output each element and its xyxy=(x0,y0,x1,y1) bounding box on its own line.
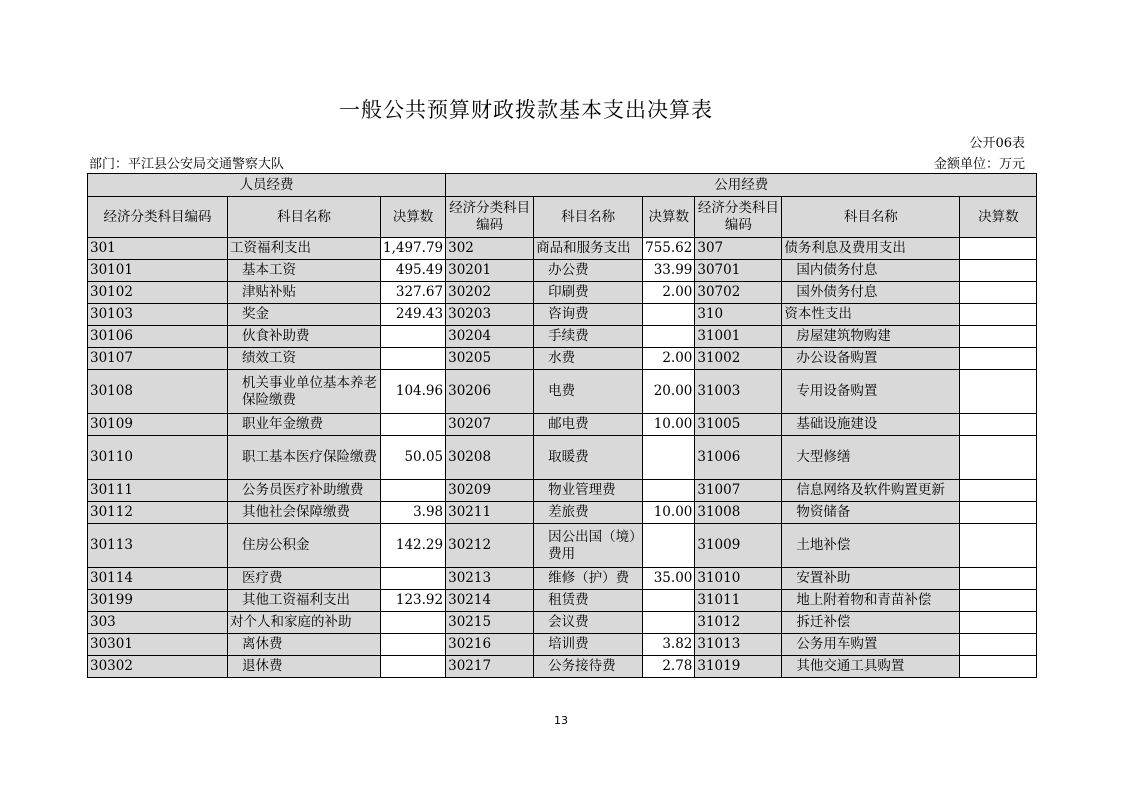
col-header-name: 科目名称 xyxy=(228,197,381,238)
table-row xyxy=(88,370,1037,414)
code-cell: 30114 xyxy=(88,568,228,590)
code-cell: 30113 xyxy=(88,524,228,568)
amount-cell xyxy=(381,612,446,634)
amount-cell xyxy=(960,326,1037,348)
amount-cell xyxy=(381,480,446,502)
code-cell: 31008 xyxy=(695,502,782,524)
amount-cell xyxy=(960,634,1037,656)
amount-cell xyxy=(960,260,1037,282)
amount-cell xyxy=(643,480,695,502)
table-row xyxy=(88,502,1037,524)
amount-cell: 10.00 xyxy=(643,502,695,524)
name-cell: 电费 xyxy=(534,370,643,414)
table-row xyxy=(88,480,1037,502)
name-cell: 机关事业单位基本养老保险缴费 xyxy=(228,370,381,414)
amount-cell: 123.92 xyxy=(381,590,446,612)
code-cell: 31002 xyxy=(695,348,782,370)
code-cell: 30212 xyxy=(446,524,534,568)
name-cell: 退休费 xyxy=(228,656,381,678)
name-cell: 土地补偿 xyxy=(782,524,960,568)
name-cell: 手续费 xyxy=(534,326,643,348)
amount-cell xyxy=(960,370,1037,414)
code-cell: 303 xyxy=(88,612,228,634)
col-header-code: 经济分类科目编码 xyxy=(695,197,782,238)
code-cell: 30203 xyxy=(446,304,534,326)
amount-cell xyxy=(960,568,1037,590)
amount-cell: 327.67 xyxy=(381,282,446,304)
amount-cell: 3.98 xyxy=(381,502,446,524)
department-label: 部门：平江县公安局交通警察大队 xyxy=(89,157,285,172)
expenditure-table xyxy=(87,173,1037,678)
table-row xyxy=(88,260,1037,282)
code-cell: 30702 xyxy=(695,282,782,304)
table-row xyxy=(88,612,1037,634)
name-cell: 其他工资福利支出 xyxy=(228,590,381,612)
code-cell: 31010 xyxy=(695,568,782,590)
code-cell: 30112 xyxy=(88,502,228,524)
name-cell: 津贴补贴 xyxy=(228,282,381,304)
code-cell: 30213 xyxy=(446,568,534,590)
amount-cell: 2.78 xyxy=(643,656,695,678)
col-header-amount: 决算数 xyxy=(960,197,1037,238)
amount-cell xyxy=(960,502,1037,524)
amount-cell: 755.62 xyxy=(643,238,695,260)
name-cell: 物资储备 xyxy=(782,502,960,524)
code-cell: 30205 xyxy=(446,348,534,370)
amount-cell xyxy=(960,282,1037,304)
name-cell: 对个人和家庭的补助 xyxy=(228,612,381,634)
name-cell: 大型修缮 xyxy=(782,436,960,480)
amount-cell xyxy=(960,414,1037,436)
name-cell: 基础设施建设 xyxy=(782,414,960,436)
personnel-header: 人员经费 xyxy=(88,174,446,197)
public-header: 公用经费 xyxy=(446,174,1037,197)
code-cell: 30701 xyxy=(695,260,782,282)
name-cell: 邮电费 xyxy=(534,414,643,436)
code-cell: 30214 xyxy=(446,590,534,612)
code-cell: 31009 xyxy=(695,524,782,568)
amount-cell xyxy=(381,326,446,348)
table-row xyxy=(88,590,1037,612)
amount-cell xyxy=(643,304,695,326)
name-cell: 因公出国（境）费用 xyxy=(534,524,643,568)
name-cell: 债务利息及费用支出 xyxy=(782,238,960,260)
name-cell: 其他社会保障缴费 xyxy=(228,502,381,524)
amount-cell xyxy=(643,524,695,568)
name-cell: 国外债务付息 xyxy=(782,282,960,304)
name-cell: 公务员医疗补助缴费 xyxy=(228,480,381,502)
table-row xyxy=(88,436,1037,480)
amount-cell: 50.05 xyxy=(381,436,446,480)
amount-cell xyxy=(381,568,446,590)
name-cell: 奖金 xyxy=(228,304,381,326)
amount-cell: 1,497.79 xyxy=(381,238,446,260)
table-row xyxy=(88,348,1037,370)
col-header-name: 科目名称 xyxy=(782,197,960,238)
name-cell: 办公费 xyxy=(534,260,643,282)
name-cell: 取暖费 xyxy=(534,436,643,480)
name-cell: 拆迁补偿 xyxy=(782,612,960,634)
amount-cell xyxy=(381,348,446,370)
amount-cell: 10.00 xyxy=(643,414,695,436)
code-cell: 31012 xyxy=(695,612,782,634)
code-cell: 30201 xyxy=(446,260,534,282)
name-cell: 职工基本医疗保险缴费 xyxy=(228,436,381,480)
code-cell: 30111 xyxy=(88,480,228,502)
amount-cell xyxy=(381,414,446,436)
table-row xyxy=(88,326,1037,348)
amount-cell xyxy=(643,612,695,634)
code-cell: 30108 xyxy=(88,370,228,414)
code-cell: 30302 xyxy=(88,656,228,678)
code-cell: 30107 xyxy=(88,348,228,370)
name-cell: 差旅费 xyxy=(534,502,643,524)
name-cell: 资本性支出 xyxy=(782,304,960,326)
table-row xyxy=(88,634,1037,656)
code-cell: 30209 xyxy=(446,480,534,502)
table-row xyxy=(88,282,1037,304)
amount-cell: 3.82 xyxy=(643,634,695,656)
table-row xyxy=(88,304,1037,326)
name-cell: 商品和服务支出 xyxy=(534,238,643,260)
col-header-name: 科目名称 xyxy=(534,197,643,238)
code-cell: 31019 xyxy=(695,656,782,678)
amount-cell xyxy=(643,590,695,612)
code-cell: 30211 xyxy=(446,502,534,524)
code-cell: 31007 xyxy=(695,480,782,502)
code-cell: 31001 xyxy=(695,326,782,348)
name-cell: 工资福利支出 xyxy=(228,238,381,260)
page-number: 13 xyxy=(554,714,568,727)
amount-cell: 495.49 xyxy=(381,260,446,282)
name-cell: 专用设备购置 xyxy=(782,370,960,414)
amount-cell: 249.43 xyxy=(381,304,446,326)
code-cell: 31005 xyxy=(695,414,782,436)
amount-cell xyxy=(960,590,1037,612)
table-row xyxy=(88,524,1037,568)
amount-cell xyxy=(381,656,446,678)
amount-cell xyxy=(960,524,1037,568)
name-cell: 绩效工资 xyxy=(228,348,381,370)
table-row xyxy=(88,568,1037,590)
name-cell: 基本工资 xyxy=(228,260,381,282)
col-header-code: 经济分类科目编码 xyxy=(88,197,228,238)
code-cell: 30202 xyxy=(446,282,534,304)
code-cell: 30301 xyxy=(88,634,228,656)
name-cell: 咨询费 xyxy=(534,304,643,326)
code-cell: 30206 xyxy=(446,370,534,414)
code-cell: 307 xyxy=(695,238,782,260)
code-cell: 30215 xyxy=(446,612,534,634)
amount-cell xyxy=(381,634,446,656)
table-row xyxy=(88,414,1037,436)
amount-cell: 20.00 xyxy=(643,370,695,414)
code-cell: 30103 xyxy=(88,304,228,326)
code-cell: 30199 xyxy=(88,590,228,612)
amount-cell xyxy=(960,348,1037,370)
code-cell: 30216 xyxy=(446,634,534,656)
code-cell: 31011 xyxy=(695,590,782,612)
amount-cell xyxy=(960,304,1037,326)
name-cell: 公务接待费 xyxy=(534,656,643,678)
code-cell: 30208 xyxy=(446,436,534,480)
table-row xyxy=(88,238,1037,260)
amount-cell: 35.00 xyxy=(643,568,695,590)
name-cell: 伙食补助费 xyxy=(228,326,381,348)
name-cell: 公务用车购置 xyxy=(782,634,960,656)
unit-label: 金额单位：万元 xyxy=(933,157,1025,172)
amount-cell xyxy=(643,436,695,480)
name-cell: 安置补助 xyxy=(782,568,960,590)
amount-cell xyxy=(960,656,1037,678)
name-cell: 其他交通工具购置 xyxy=(782,656,960,678)
code-cell: 31006 xyxy=(695,436,782,480)
name-cell: 房屋建筑物购建 xyxy=(782,326,960,348)
col-header-code: 经济分类科目编码 xyxy=(446,197,534,238)
code-cell: 30101 xyxy=(88,260,228,282)
name-cell: 国内债务付息 xyxy=(782,260,960,282)
amount-cell: 33.99 xyxy=(643,260,695,282)
name-cell: 印刷费 xyxy=(534,282,643,304)
code-cell: 30204 xyxy=(446,326,534,348)
name-cell: 住房公积金 xyxy=(228,524,381,568)
code-cell: 301 xyxy=(88,238,228,260)
name-cell: 离休费 xyxy=(228,634,381,656)
name-cell: 物业管理费 xyxy=(534,480,643,502)
code-cell: 31013 xyxy=(695,634,782,656)
name-cell: 水费 xyxy=(534,348,643,370)
name-cell: 职业年金缴费 xyxy=(228,414,381,436)
name-cell: 培训费 xyxy=(534,634,643,656)
form-number: 公开06表 xyxy=(969,136,1025,151)
amount-cell xyxy=(960,436,1037,480)
code-cell: 30207 xyxy=(446,414,534,436)
name-cell: 信息网络及软件购置更新 xyxy=(782,480,960,502)
page-title: 一般公共预算财政拨款基本支出决算表 xyxy=(339,98,713,122)
code-cell: 31003 xyxy=(695,370,782,414)
name-cell: 地上附着物和青苗补偿 xyxy=(782,590,960,612)
code-cell: 30102 xyxy=(88,282,228,304)
name-cell: 会议费 xyxy=(534,612,643,634)
col-header-amount: 决算数 xyxy=(381,197,446,238)
name-cell: 维修（护）费 xyxy=(534,568,643,590)
amount-cell: 2.00 xyxy=(643,282,695,304)
code-cell: 310 xyxy=(695,304,782,326)
amount-cell xyxy=(960,238,1037,260)
name-cell: 租赁费 xyxy=(534,590,643,612)
table-row xyxy=(88,656,1037,678)
name-cell: 医疗费 xyxy=(228,568,381,590)
code-cell: 30106 xyxy=(88,326,228,348)
amount-cell xyxy=(960,480,1037,502)
amount-cell xyxy=(960,612,1037,634)
code-cell: 30110 xyxy=(88,436,228,480)
col-header-amount: 决算数 xyxy=(643,197,695,238)
code-cell: 302 xyxy=(446,238,534,260)
amount-cell: 2.00 xyxy=(643,348,695,370)
name-cell: 办公设备购置 xyxy=(782,348,960,370)
code-cell: 30217 xyxy=(446,656,534,678)
amount-cell: 104.96 xyxy=(381,370,446,414)
amount-cell xyxy=(643,326,695,348)
code-cell: 30109 xyxy=(88,414,228,436)
amount-cell: 142.29 xyxy=(381,524,446,568)
